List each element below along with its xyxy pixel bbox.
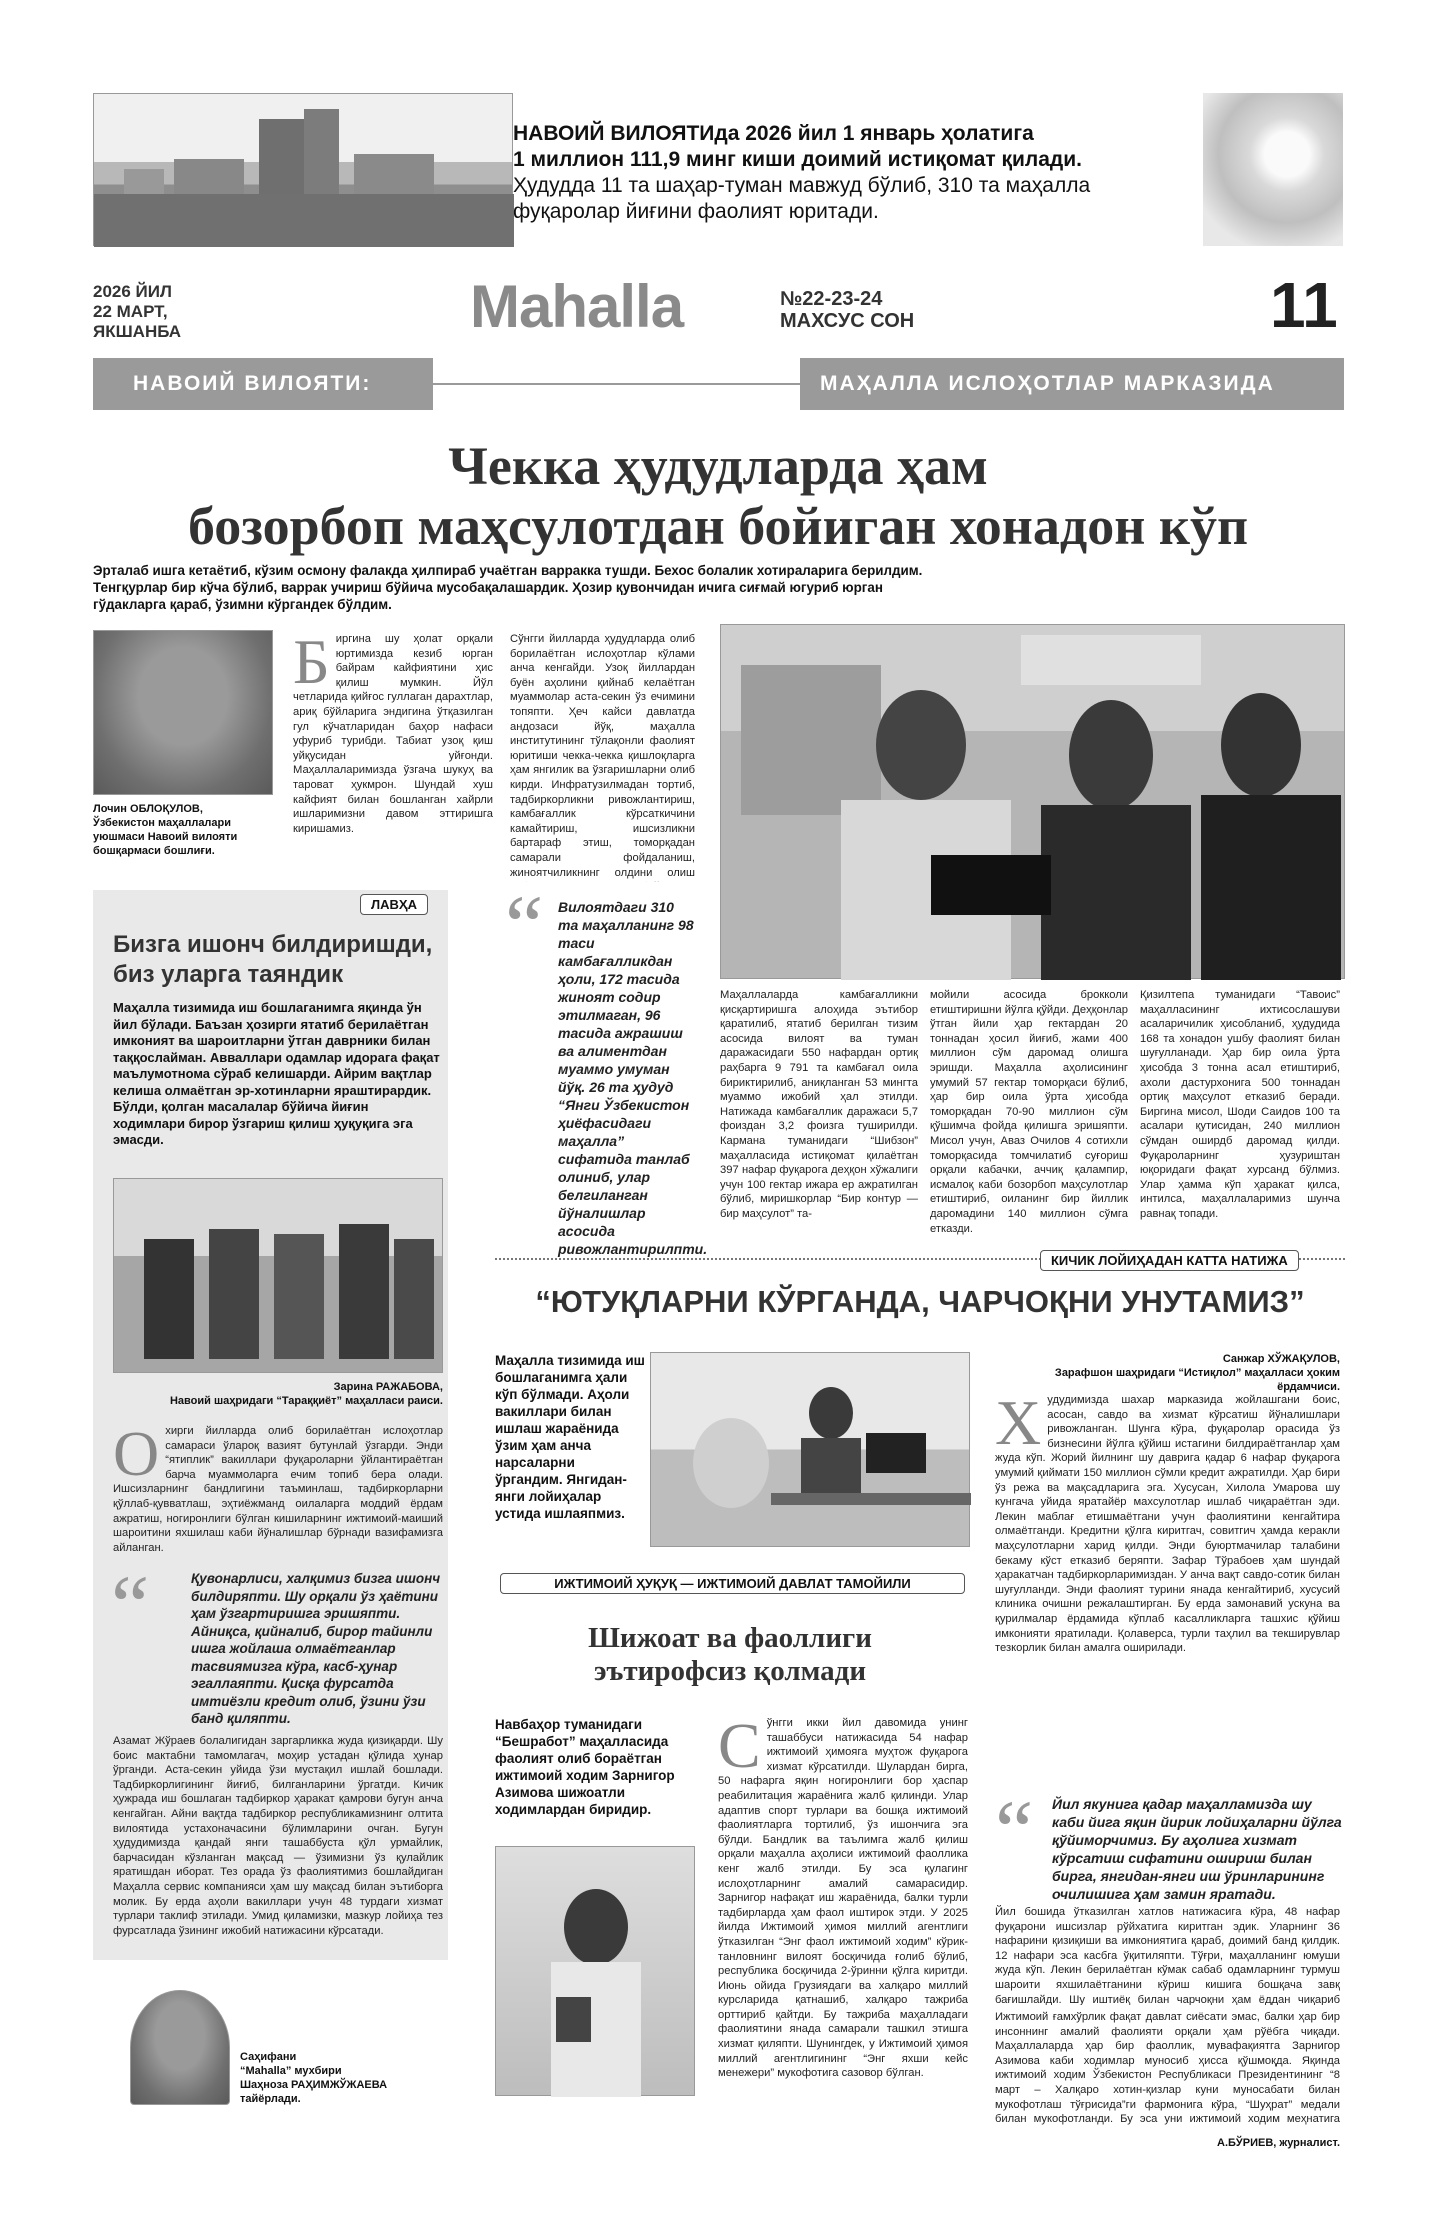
lavha-tag: ЛАВҲА xyxy=(360,894,428,915)
kichik-author-title: Зарафшон шаҳридаги “Истиқлол” маҳалласи ҳоким ёрдамчиси. xyxy=(1054,1367,1340,1393)
kichik-side-lead: Маҳалла тизимида иш бошлаганимга ҳали кўп бўлмади. Аҳоли вакиллари билан ишлаш жараёнида ўзим ҳам анча нарсаларни ўргандим. Янгидан-янги лойиҳалар устида ишлаяпмиз. xyxy=(495,1353,645,1521)
banner-line: фуқаролар йиғини фаолият юритади. xyxy=(513,200,879,223)
lavha-caption-name: Зарина РАЖАБОВА, xyxy=(333,1381,443,1393)
city-photo xyxy=(93,93,513,246)
issue-block xyxy=(780,288,914,332)
lavha-text-body: хирги йилларда олиб борилаётган ислоҳотлар самараси ўлароқ вазият бутунлай ўзгарди. Энди “ятиплик” вакиллари фуқароларни ўйлантираётган барча муаммоларга ечим топиб бера олади. Ишсизларнинг бандлигини таъминлаш, тадбиркорларни қўллаб-қувватлаш, эҳтиёжманд оилаларга моддий ёрдам ажратиш, ногиронлиги бўлган кишиларнинг ижтимоий-маиший шароитини яхшилаш каби йўналишлар бўрнади вазифамизга айланган. xyxy=(113,1425,443,1554)
group-photo-figures-icon xyxy=(721,625,1346,980)
editor-line: “Mahalla” мухбири xyxy=(240,2065,342,2077)
logo-text: Mahalla xyxy=(470,273,684,340)
ijtimoiy-side-lead: Навбаҳор туманидаги “Бешработ” маҳалласида фаолият олиб бораётган ижтимоий ходим Зарнигор Азимова шижоатли ходимлардан биридир. xyxy=(495,1717,675,1817)
desk-scene-icon xyxy=(651,1353,971,1548)
headline-line: Чекка ҳудудларда ҳам xyxy=(448,436,988,496)
lavha-title xyxy=(113,930,443,990)
author-caption xyxy=(93,802,273,858)
ijtimoiy-title-line: эътирофсиз қолмади xyxy=(593,1655,867,1687)
author-title: Ўзбекистон маҳаллалари уюшмаси Навоий вилояти бошқармаси бошлиғи. xyxy=(93,817,238,857)
logo xyxy=(470,272,683,342)
quote-mark-icon: “ xyxy=(995,1782,1034,1878)
section-bar-right xyxy=(800,358,1344,410)
article-column: Маҳаллаларда камбағалликни қисқартиришга алоҳида эътибор қаратилиб, ятатиб берилган тизим асосида вилоят ва туман даражасидаги 550 нафардан ортиқ раҳбарга 9 791 та камбағал оила бириктирилиб, аниқланган 53 мингта муаммо ижобий ҳал этилди. Натижада камбағаллик даражаси 5,7 фоиздан 3,2 фоизга туширилди. Кармана туманидаги “Шибзон” маҳалласида истиқомат қилаётган 397 нафар фуқарога деҳқон хўжалиги учун 100 гектар ижара ер ажратилган бўлиб, миришкорлар “Бир контур — бир маҳсулот” та- xyxy=(720,989,918,1220)
people-group-icon xyxy=(114,1179,444,1374)
issue-number: №22-23-24 xyxy=(780,288,883,310)
quote-mark-icon: “ xyxy=(505,877,544,973)
banner-line: 1 миллион 111,9 минг киши доимий истиқомат қилади. xyxy=(513,148,1083,171)
kichik-tag: КИЧИК ЛОЙИҲАДАН КАТТА НАТИЖА xyxy=(1040,1250,1299,1271)
article-lead: Эрталаб ишга кетаётиб, кўзим осмону фалакда ҳилпираб учаётган варракка тушди. Бехос болалик хотираларига берилдим. Тенгқурлар бир кўча бўлиб, варрак учириш бўйича мусобақалашардик. Ҳозир қувончидан ичига сиғмай югуриб юрган гўдакларга қараб, ўзимни кўргандек бўлдим. xyxy=(93,563,923,612)
lavha-caption xyxy=(113,1380,443,1408)
headline-line: бозорбоп маҳсулотдан бойиган хонадон кўп xyxy=(187,496,1249,556)
section-bar-divider xyxy=(433,383,800,385)
lavha-text: Азамат Жўраев болалигидан заргарликка жуда қизиқарди. Шу боис мактабни тамомлагач, моҳир устадан қўлида ҳунар ўрганди. Аста-секин уйида ўзи мустақил ишлай бошлади. Тадбиркорлигининг йиғиб, билганларини ўргатди. Кичик ҳужрада иш бошлаган тадбиркор ҳаракат қамрови бугун анча кенгайган. Айни вақтда тадбиркор республикамизнинг олтита вилоятида устахоначасини бўлимларини очган. Бугун ҳудудимизда қандай янги ташаббуста қўл урмайлик, барчасидан кўзланган мақсад — ўзимизни ўз қулайлик яратишдан иборат. Тез орада ўз фаолиятимиз бошлайдиган Маҳалла сервис компанияси ҳам шу мақсад билан эътиборга молик. Бу ерда аҳоли вакиллари учун 48 турдаги хизмат турлари таклиф этилади. Умид қиламизки, мазкур лойиҳа тез фурсатлада ўзининг ижобий натижасини кўрсатади. xyxy=(113,1735,443,1937)
lavha-title-line: Бизга ишонч билдиришди, xyxy=(113,931,433,958)
date-block xyxy=(93,282,181,342)
kichik-author-name: Санжар ХЎЖАҚУЛОВ, xyxy=(1222,1353,1340,1365)
editor-line: Саҳифани xyxy=(240,2051,297,2063)
kichik-text-body: удудимизда шахар марказида жойлашгани боис, асосан, савдо ва хизмат кўрсатиш йўналишлари ривожланган. Шунга кўра, фуқаролар орасида ўз бизнесини йўлга қўйиш истагини билдираётганлар ҳам жуда кўп. Жорий йилнинг шу даврига қадар 6 нафар фуқарога умумий қиймати 150 миллион сўмли кредит ажратилди. Ҳар бири ўз режа ва мақсадларига эга. Хусусан, Хилола Умарова шу кунгача уйида яратайёр махсулотлар ишлаб чиқараётган эди. Лекин маблағ етишмаётгани учун фаолиятини кенгайтира олмаётганди. Кредитни қўлга киритгач, совитгич ҳамда керакли маҳсулотларни харид қилди. Энди буюртмачилар талабини бекаму кўст етказиб беряпти. Зафар Тўрабоев ҳам шундай ҳаракатчан тадбиркорларимиздан. У анча вақт савдо-сотик билан шуғулланди. Энди фаолият турини янада кенгайтириб, хусусий клиника очишни режалаштирган. Бу ерда замонавий ускуна ва қурилмалар ёрдамида кўплаб касалликларга ташхис қўйиш имконияти яратилади. Қолаверса, турли таҳлил ва текширувлар тезкорлик билан амалга оширилади. xyxy=(995,1394,1340,1655)
lavha-box xyxy=(93,890,448,1960)
kichik-text: Йил бошида ўтказилган хатлов натижасига кўра, 48 нафар фуқарони ишсизлар рўйхатига киритган эдик. Уларнинг 36 нафарини қизиқиши ва имкониятига қараб, доимий банд қилдик. 12 нафари эса касбга ўқитиляпти. Тўғри, маҳалланинг юмуши жуда кўп. Лекин берилаётган кўмак сабаб одамларнинг турмуш шароити яхшилаётганини кўриш кишига бошқача завқ бағишлайди. Шу иштиёқ билан чарчоқни ҳам ёддан чиқариб xyxy=(995,1906,1340,2005)
city-skyline-icon xyxy=(94,94,514,247)
lavha-text xyxy=(113,1424,443,1554)
editor-photo xyxy=(130,1990,230,2105)
quote-mark-icon: “ xyxy=(111,1557,150,1653)
dropcap: Х xyxy=(995,1393,1042,1458)
banner-text xyxy=(513,121,1213,225)
main-headline xyxy=(93,436,1343,556)
page-number: 11 xyxy=(1270,269,1338,341)
ijtimoiy-title xyxy=(495,1622,965,1688)
banner-line: НАВОИЙ ВИЛОЯТИда 2026 йил 1 январь ҳолатига xyxy=(513,122,1034,145)
person-with-award-icon xyxy=(496,1847,696,2097)
editor-caption xyxy=(240,2050,440,2106)
office-desk-photo xyxy=(650,1352,970,1547)
article-column: мойили асосида брокколи етиштиришни йўлга қўйди. Деҳқонлар ўтган йили ҳар гектардан 20 тоннадан ҳосил йиғиб, жами 400 миллион сўм даромад олишга эришди. Маҳалла аҳолисининг умумий 57 гектар томорқаси бўлиб, ҳар бир оила ўрта ҳисобда томорқадан 70-90 миллион сўм қўшимча фойда қилишга эришяпти. Мисол учун, Аваз Очилов 4 сотихли томорқасида томчилатиб суғориш орқали кабачки, аччиқ қалампир, исмалоқ каби бозорбоп маҳсулотлар етиштириб, оиланинг бир йиллик даромадини 140 миллион сўмга етказди. xyxy=(930,989,1128,1235)
article-column: Сўнгги йилларда ҳудудларда олиб борилаётган ислоҳотлар кўлами анча кенгайди. Узоқ йиллардан буён аҳолини қийнаб келаётган муаммолар аста-секин ўз ечимини топяпти. Ҳеч кайси давлатда андозаси йўқ, маҳалла институтининг тўлақонли фаолият юритиши чекка-чекка қишлоқларга ҳам янгилик ва ўзгаришларни олиб кирди. Инфратузилмадан тортиб, тадбиркорликни ривожлантириш, камбағаллик кўрсаткичини камайтириш, ишсизликни бартараф этиш, томорқадан самарали фойдаланиш, жиноятчиликнинг олдини олиш xyxy=(510,633,695,879)
editor-line: Шаҳноза РАҲИМЖЎЖАЕВА xyxy=(240,2079,388,2091)
kichik-author xyxy=(990,1352,1340,1394)
top-banner xyxy=(93,93,1343,246)
lavha-photo xyxy=(113,1178,443,1373)
section-bar-left xyxy=(93,358,433,410)
lavha-lead: Маҳалла тизимида иш бошлаганимга яқинда ўн йил бўлади. Баъзан ҳозирги ятатиб берилаётган имконият ва шароитларни ўтган даврники билан таққослайман. Авваллари одамлар идорага фақат маълумотнома сўраб келишарди. Айрим вақтлар келиша олмаётган эр-хотинларни яраштирардик. Бўлди, қолган масалалар бўйича йиғин ходимлари бирор ўзгариш қилиш ҳуқуқига эга эмасди. xyxy=(113,1000,440,1147)
social-worker-photo xyxy=(495,1846,695,2096)
ijtimoiy-text xyxy=(718,1716,968,2106)
lavha-quote: Қувонарлиси, халқимиз бизга ишонч билдиряпти. Шу орқали ўз ҳаётини ҳам ўзгартиришга эришяпти. Айниқса, қийналиб, бирор тайинли ишга жойлаша олмаётганлар тасвиямизга кўра, касб-ҳунар эгаллаяпти. Қисқа фурсатда имтиёзли кредит олиб, ўзини ўзи банд қиляпти. xyxy=(191,1571,441,1726)
author-photo xyxy=(93,630,273,795)
ijtimoiy-text-body: ўнгги икки йил давомида унинг ташаббуси натижасида 54 нафар ижтимоий ҳимояга муҳтож фуқарога хизмат кўрсатилди. Шулардан бирга, 50 нафарга яқин ногиронлиги бор ҳаспар реабилитация жараёнига жалб қилинди. Улар адаптив спорт турлари ва бошқа ижтимоий фаолиятларга тортилиб, ўз ишончига эга бўлди. Бандлик ва таълимга жалб қилиш орқали маҳалла аҳолиси ижтимоий фаоллика кенг жалб этилди. Бу эса қулагинг ислоҳотларнинг амалий самарасидир. Зарнигор нафақат иш жараёнида, балки турли тадбирларда ҳам фаол иштирок этди. У 2025 йилда Ижтимоий ҳимоя миллий агентлиги ўтказилган “Энг фаол ижтимоий ходим” кўрик-танловнинг вилоят босқичида ғолиб бўлиб, республика босқичида 2-ўринни қўлга киритди. Июнь ойида Грузиядаги ва халқаро миллий курсларида қатнашиб, халқаро тажриба орттириб қайтди. Бу тажриба маҳалладаги фаолиятини янада самарали ташкил этишга хизмат қиляпти. Шунингдек, у Ижтимоий ҳимоя миллий агентлигининг “Энг яхши кейс менежери” мукофотига сазовор бўлган. xyxy=(718,1717,968,2080)
section-right-label: МАҲАЛЛА ИСЛОҲОТЛАР МАРКАЗИДА xyxy=(820,372,1275,395)
pull-quote: Вилоятдаги 310 та маҳалланинг 98 таси камбағалликдан ҳоли, 172 тасида жиноят содир этилмаган, 96 тасида ажрашиш ва алиментдан муаммо умуман йўқ. 26 та ҳудуд “Янги Ўзбекистон ҳиёфасидаги маҳалла” сифатида танлаб олиниб, улар белгиланган йўналишлар асосида ривожлантирилпти. xyxy=(558,899,708,1257)
article-column: Қизилтепа туманидаги “Тавоис” маҳалласининг ихтисослашуви асаларичилик ҳисобланиб, ҳудудида 168 та хонадон ушбу фаолият билан шуғулланади. Ҳар бир оила ўрта ҳисобда 3 тонна асал етиштириб, ахоли дастурхонига 500 тоннадан ортиқ маҳсулот етказиб беради. Биргина мисол, Шоди Саидов 100 та асалари қутисидан, 240 миллион сўмдан оширдб даромад қилди. Фуқароларнинг ҳузуриштан юқоридаги фақат хурсанд бўлмиз. Улар ҳамма кўп ҳаракат қилса, интилса, маҳаллаларимиз шунча равнақ топади. xyxy=(1140,989,1340,1220)
editor-line: тайёрлади. xyxy=(240,2093,301,2105)
lavha-title-line: биз уларга таяндик xyxy=(113,961,344,988)
date-weekday: ЯКШАНБА xyxy=(93,322,182,341)
author-name: Лочин ОБЛОҚУЛОВ, xyxy=(93,803,203,815)
ijtimoiy-title-line: Шижоат ва фаоллиги xyxy=(588,1622,872,1654)
kichik-text xyxy=(995,1393,1340,1765)
flower-decoration xyxy=(1203,93,1343,246)
special-issue: МАХСУС СОН xyxy=(780,310,915,332)
section-left-label: НАВОИЙ ВИЛОЯТИ: xyxy=(133,372,372,395)
date-year: 2026 ЙИЛ xyxy=(93,282,172,301)
kichik-title: “ЮТУҚЛАРНИ КЎРГАНДА, ЧАРЧОҚНИ УНУТАМИЗ” xyxy=(535,1284,1305,1319)
ijtimoiy-tag: ИЖТИМОИЙ ҲУҚУҚ — ИЖТИМОИЙ ДАВЛАТ ТАМОЙИЛИ xyxy=(500,1573,965,1594)
article-column xyxy=(293,632,493,882)
kichik-quote: Йил якунига қадар маҳалламизда шу каби йига яқин йирик лойиҳаларни йўлга қўйиморчимиз. Бу аҳолига хизмат кўрсатиш сифатини ошириш билан бирга, янгидан-янги иш ўринларининг очилишига ҳам замин яратади. xyxy=(1052,1796,1342,1902)
dropcap: Б xyxy=(293,632,330,697)
dropcap: С xyxy=(718,1716,761,1781)
banner-line: Ҳудудда 11 та шаҳар-туман мавжуд бўлиб, 310 та маҳалла xyxy=(513,174,1091,197)
dropcap: О xyxy=(113,1424,160,1489)
ijtimoiy-text: Ижтимоий ғамхўрлик фақат давлат сиёсати эмас, балки ҳар бир инсоннинг амалий фаолияти орқали ҳам рўёбга чиқади. Маҳаллаларда ҳар бир фаоллик, мувафақиятга Зарнигор Азимова каби ходимлар муносиб ҳисса қўшмоқда. Яқинда ижтимоий ходим Ўзбекистон Республикаси Президентининг “8 март – Халқаро хотин-қизлар куни муносабати билан мукофотлаш тўғрисида”ги фармонига кўра, “Шуҳрат” медали билан мукофотланди. Бу эса уни ижтимоий ходим меҳнатига xyxy=(995,2011,1340,2126)
column-text: иргина шу ҳолат орқали юртимизда кезиб юрган байрам кайфиятини ҳис қилиш мумкин. Йўл четларида қийғос гуллаган дарахтлар, ариқ бўйларига эндигина ўтқазилган гул кўчатларидан баҳор нафаси уфуриб турибди. Табиат узоқ қиш уйқусидан уйғонди. Маҳаллаларимизда ўзгача шукуҳ ва тароват ҳукмрон. Шундай хуш кайфият билан бошланган хайрли ишларимизни давом эттиришга киришамиз. xyxy=(293,633,493,835)
lavha-caption-title: Навоий шаҳридаги “Тараққиёт” маҳалласи раиси. xyxy=(169,1395,443,1407)
date-day: 22 МАРТ, xyxy=(93,302,168,321)
ijtimoiy-signature: А.БЎРИЕВ, журналист. xyxy=(1217,2137,1340,2149)
office-group-photo xyxy=(720,624,1345,979)
